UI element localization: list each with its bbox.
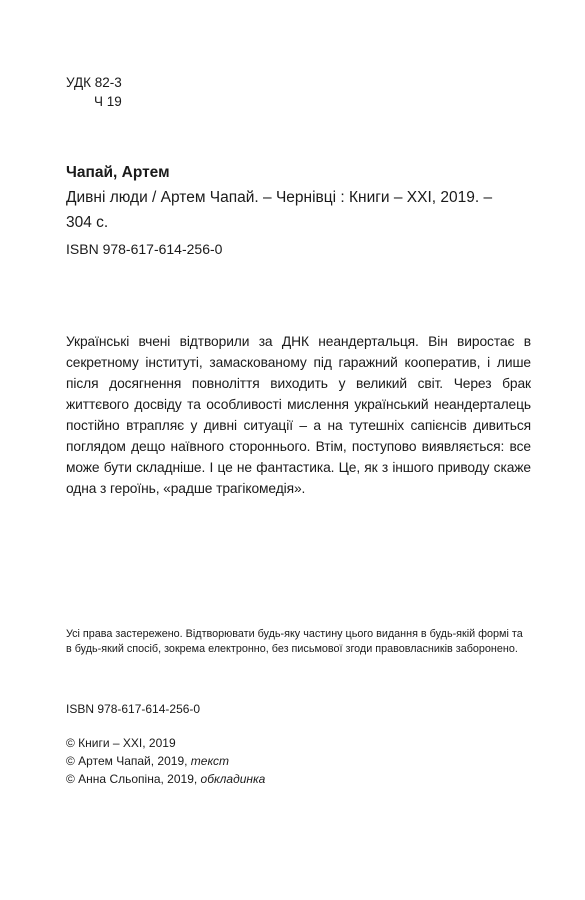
imprint <box>66 700 531 788</box>
copyright-cover <box>66 770 531 788</box>
copyright-author-role: текст <box>190 754 229 768</box>
copyright-publisher: © Книги – ХХІ, 2019 <box>66 736 176 750</box>
author-heading: Чапай, Артем <box>66 164 170 181</box>
author-mark: Ч 19 <box>94 94 122 109</box>
copyright-cover-prefix: © Анна Сльопіна, 2019, <box>66 772 201 786</box>
rights-notice: Усі права застережено. Відтворювати будь-яку частину цього видання в будь-якій формі та в будь-який спосіб, зокрема електронно, без письмової згоди правовласників заборонено. <box>66 628 523 655</box>
copyright-cover-role: обкладинка <box>200 772 266 786</box>
isbn-bottom: ISBN 978-617-614-256-0 <box>66 702 201 716</box>
annotation-paragraph: Українські вчені відтворили за ДНК неандертальця. Він виростає в секретному інституті, замаскованому під гаражний кооператив, і лише після досягнення повноліття виходить у великий світ. Через брак життєвого досвіду та особливості мислення український неандерталець постійно втрапляє у дивні ситуації – а на тутешніх сапієнсів дивиться поглядом дещо наївного стороннього. Втім, поступово виявляється: все може бути складніше. І це не фантастика. Це, як з іншого приводу скаже одна з героїнь, «радше трагікомедія». <box>66 334 531 496</box>
bibliographic-record <box>66 160 531 262</box>
isbn-top: ISBN 978-617-614-256-0 <box>66 241 223 257</box>
description-line-2: 304 с. <box>66 214 109 231</box>
udc-code: УДК 82-3 <box>66 75 122 90</box>
description-line-1: Дивні люди / Артем Чапай. – Чернівці : Книги – ХХІ, 2019. – <box>66 189 493 206</box>
copyright-author <box>66 752 531 770</box>
udc-classification <box>66 73 531 111</box>
copyright-author-prefix: © Артем Чапай, 2019, <box>66 754 191 768</box>
